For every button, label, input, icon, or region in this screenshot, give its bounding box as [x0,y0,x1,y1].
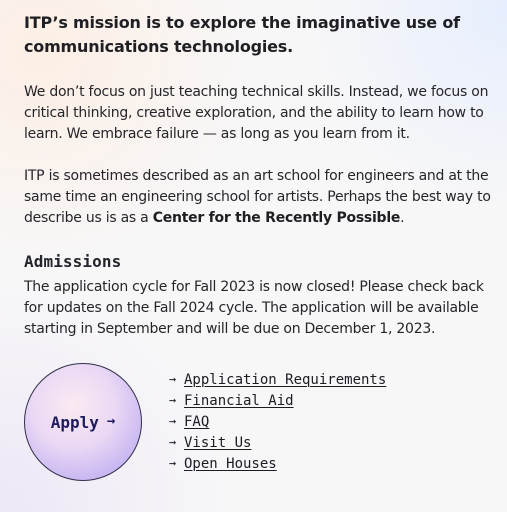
apply-label: Apply [50,412,99,432]
link-label: Financial Aid [184,393,294,409]
link-visit-us[interactable] [168,433,386,454]
admissions-text: The application cycle for Fall 2023 is now closed! Please check back for updates on the Fall 2024 cycle. The application will be available starting in September and will be due on December 1, 2023. [24,279,484,337]
apply-button[interactable] [24,363,142,481]
arrow-right-icon: → [168,393,177,407]
link-label: Visit Us [184,435,252,451]
arrow-right-icon: → [168,456,177,470]
link-application-requirements[interactable] [168,370,386,391]
center-link[interactable]: Center for the Recently Possible [152,210,401,226]
admissions-links [168,370,386,475]
link-financial-aid[interactable] [168,391,386,412]
intro-paragraph: We don’t focus on just teaching technical skills. Instead, we focus on critical thinking, creative exploration, and the ability to learn how to learn. We embrace failure — as long as you learn from it. [24,84,489,142]
link-label: Open Houses [184,456,277,472]
link-label: FAQ [184,414,210,430]
description-text: ITP is sometimes described as an art school for engineers and at the same time an engineering school for artists. Perhaps the best way to describe us is as a [24,168,491,226]
mission-statement: ITP’s mission is to explore the imaginative use of communications technologies. [24,13,460,56]
arrow-right-icon: → [168,372,177,386]
arrow-right-icon: → [168,435,177,449]
link-label: Application Requirements [184,372,387,388]
link-faq[interactable] [168,412,386,433]
link-open-houses[interactable] [168,454,386,475]
arrow-right-icon: → [106,413,116,429]
arrow-right-icon: → [168,414,177,428]
admissions-heading: Admissions [24,252,122,271]
description-period: . [400,210,405,226]
description-paragraph [24,166,492,229]
